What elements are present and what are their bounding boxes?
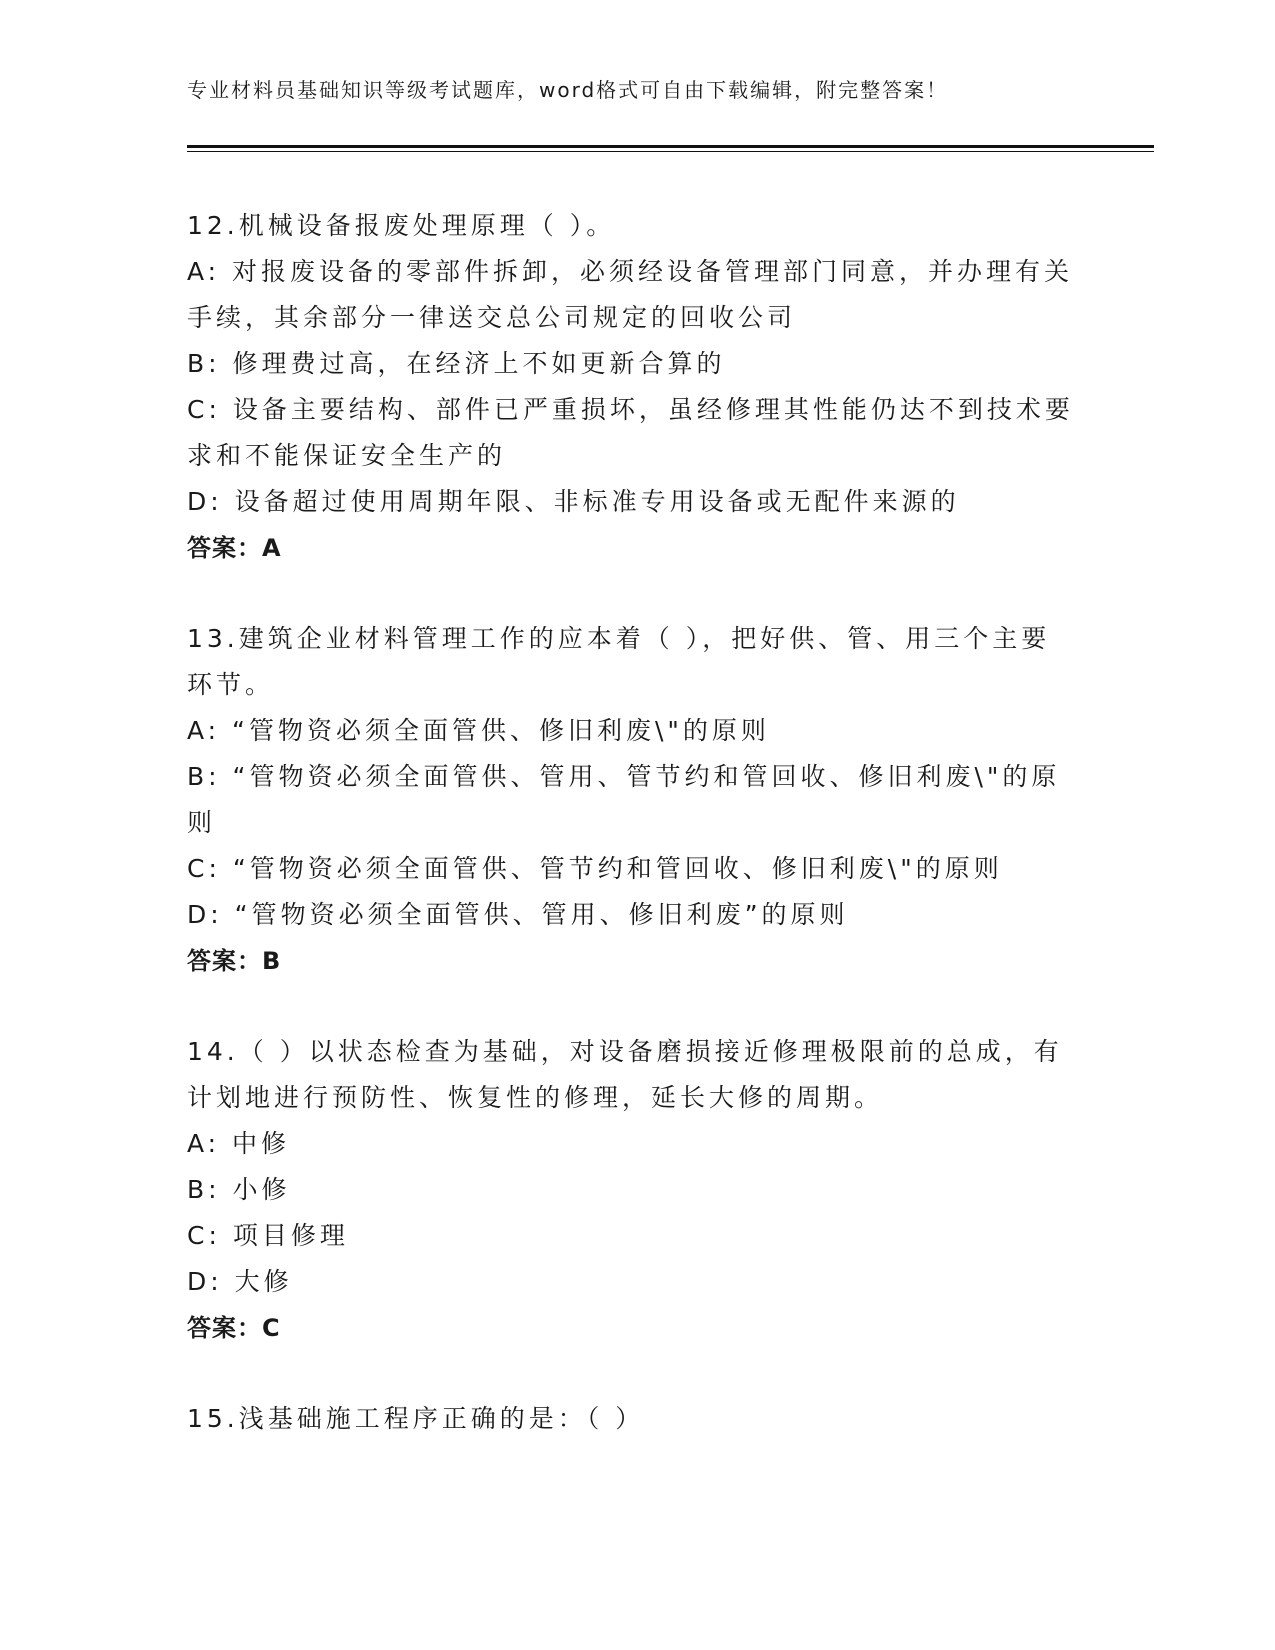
option-b-cont: 则: [187, 808, 217, 837]
answer: 答案：C: [187, 1314, 281, 1342]
option-c-cont: 求和不能保证安全生产的: [187, 441, 507, 470]
question-12: [187, 203, 1087, 571]
option-d: D: 大修: [187, 1267, 293, 1296]
option-a: A: 中修: [187, 1129, 291, 1158]
header-rule-thick: [187, 145, 1154, 148]
option-c: C: “管物资必须全面管供、管节约和管回收、修旧利废\"的原则: [187, 854, 1003, 883]
header-rule-thin: [187, 151, 1154, 152]
document-header: 专业材料员基础知识等级考试题库，word格式可自由下载编辑，附完整答案！: [187, 78, 949, 102]
question-stem: 15.浅基础施工程序正确的是：（ ）: [187, 1404, 645, 1433]
question-stem-cont: 计划地进行预防性、恢复性的修理，延长大修的周期。: [187, 1083, 884, 1112]
option-d: D: 设备超过使用周期年限、非标准专用设备或无配件来源的: [187, 487, 960, 516]
question-15: [187, 1396, 1087, 1442]
question-stem: 14.（ ）以状态检查为基础，对设备磨损接近修理极限前的总成，有: [187, 1037, 1063, 1066]
question-13: [187, 616, 1087, 984]
question-14: [187, 1029, 1087, 1351]
question-stem: 12.机械设备报废处理原理（ ）。: [187, 211, 616, 240]
option-b: B: 小修: [187, 1175, 291, 1204]
option-c: C: 项目修理: [187, 1221, 349, 1250]
option-c: C: 设备主要结构、部件已严重损坏，虽经修理其性能仍达不到技术要: [187, 395, 1074, 424]
answer: 答案：A: [187, 534, 282, 562]
option-a: A: 对报废设备的零部件拆卸，必须经设备管理部门同意，并办理有关: [187, 257, 1074, 286]
option-b: B: 修理费过高，在经济上不如更新合算的: [187, 349, 726, 378]
option-b: B: “管物资必须全面管供、管用、管节约和管回收、修旧利废\"的原: [187, 762, 1061, 791]
question-list: [187, 203, 1087, 1487]
option-d: D: “管物资必须全面管供、管用、修旧利废”的原则: [187, 900, 849, 929]
answer: 答案：B: [187, 947, 282, 975]
option-a: A: “管物资必须全面管供、修旧利废\"的原则: [187, 716, 770, 745]
question-stem: 13.建筑企业材料管理工作的应本着（ ），把好供、管、用三个主要: [187, 624, 1051, 653]
option-a-cont: 手续，其余部分一律送交总公司规定的回收公司: [187, 303, 797, 332]
question-stem-cont: 环节。: [187, 670, 275, 699]
